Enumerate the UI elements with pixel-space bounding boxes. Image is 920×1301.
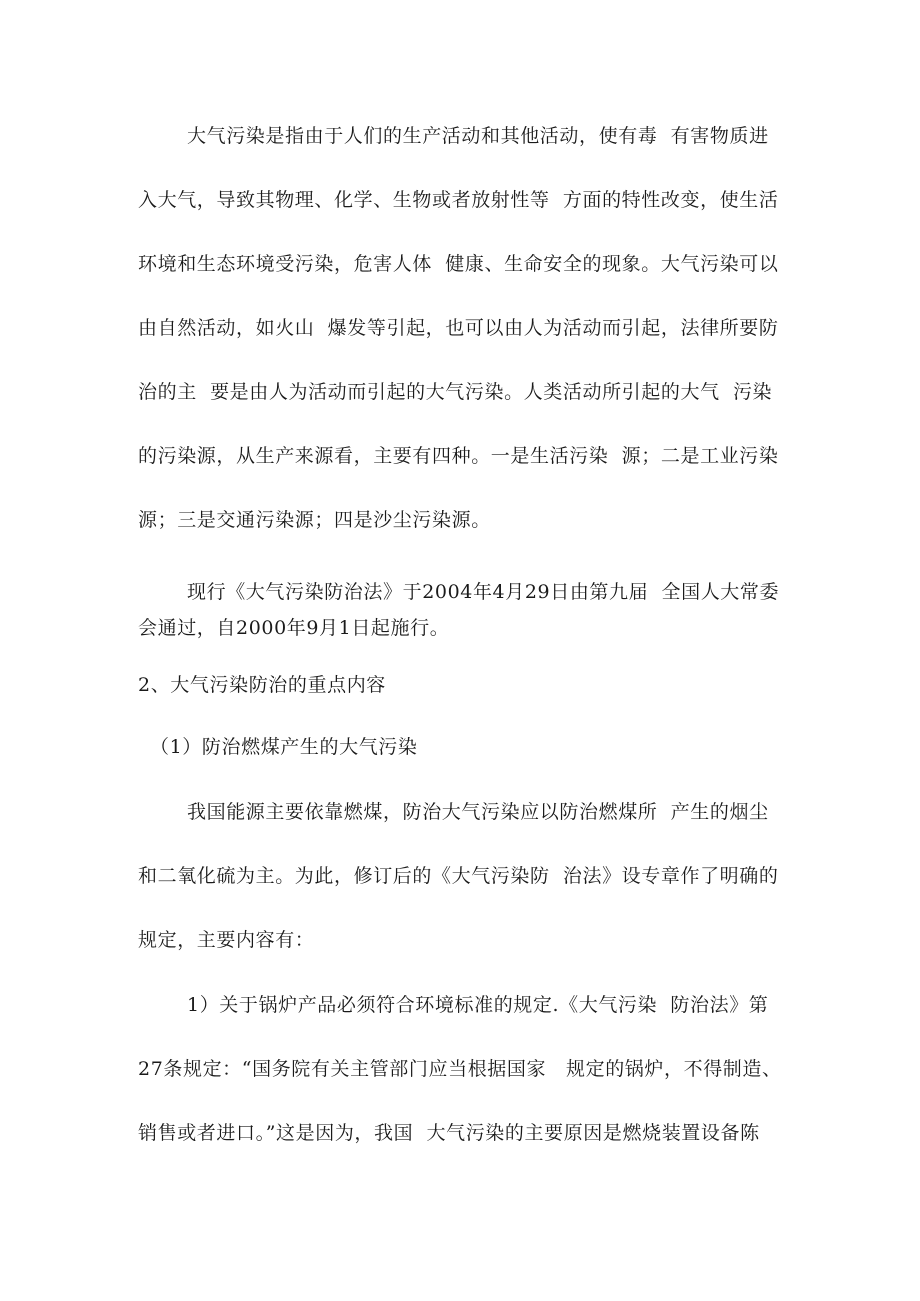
paragraph-4-line-1: 1）关于锅炉产品必须符合环境标准的规定.《大气污染 防治法》第 [187, 994, 769, 1016]
paragraph-1-line-4: 由自然活动，如火山 爆发等引起，也可以由人为活动而引起，法律所要防 [138, 317, 779, 339]
paragraph-3-line-2: 和二氧化硫为主。为此，修订后的《大气污染防 治法》设专章作了明确的 [138, 865, 779, 887]
paragraph-4-line-3: 销售或者进口。”这是因为，我国 大气污染的主要原因是燃烧装置设备陈 [138, 1122, 760, 1144]
paragraph-3-line-3: 规定，主要内容有： [138, 929, 315, 951]
paragraph-1-line-2: 入大气，导致其物理、化学、生物或者放射性等 方面的特性改变，使生活 [138, 189, 779, 211]
section-heading-2: 2、大气污染防治的重点内容 [138, 674, 386, 696]
paragraph-1-line-3: 环境和生态环境受污染，危害人体 健康、生命安全的现象。大气污染可以 [138, 253, 779, 275]
subsection-heading-1: （1）防治燃煤产生的大气污染 [150, 736, 418, 758]
paragraph-2-line-2: 会通过，自2000年9月1日起施行。 [138, 617, 450, 639]
paragraph-1-line-7: 源；三是交通污染源；四是沙尘污染源。 [138, 509, 491, 531]
paragraph-1-line-5: 治的主 要是由人为活动而引起的大气污染。人类活动所引起的大气 污染 [138, 381, 773, 403]
paragraph-1-line-6: 的污染源，从生产来源看，主要有四种。一是生活污染 源；二是工业污染 [138, 445, 779, 467]
paragraph-3-line-1: 我国能源主要依靠燃煤，防治大气污染应以防治燃煤所 产生的烟尘 [187, 801, 769, 823]
paragraph-2-line-1: 现行《大气污染防治法》于2004年4月29日由第九届 全国人大常委 [187, 581, 780, 603]
paragraph-1-line-1: 大气污染是指由于人们的生产活动和其他活动，使有毒 有害物质进 [187, 125, 769, 147]
paragraph-4-line-2: 27条规定：“国务院有关主管部门应当根据国家 规定的锅炉，不得制造、 [138, 1058, 782, 1080]
